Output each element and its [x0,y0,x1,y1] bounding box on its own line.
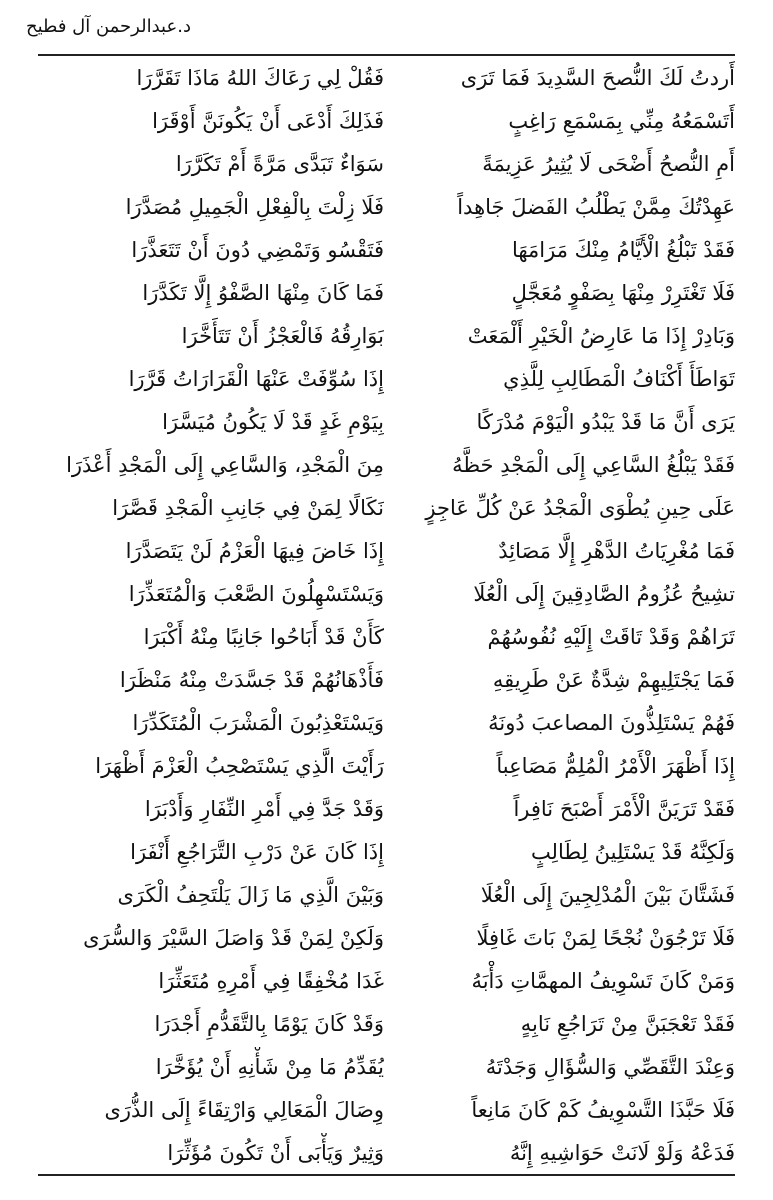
verse-ajuz: إِذَا خَاضَ فِيهَا الْعَزْمُ لَنْ يَتَصَدَّرَا [125,539,384,563]
verse-sadr: عَهِدْتُكَ مِمَّنْ يَطْلُبُ الفَضلَ جَاهِداً [457,195,735,219]
verse-sadr: فَقَدْ يَبْلُغُ السَّاعِي إِلَى الْمَجْدِ حَظَّهُ [452,453,735,477]
verse-row [38,359,735,399]
verse-row [38,1047,735,1087]
verse-ajuz: فَقُلْ لِي رَعَاكَ اللهُ مَاذَا تَقَرَّرَا [136,66,384,90]
verse-sadr: فَمَا يَجْتَلِيهِمْ شِدَّةٌ عَنْ طَرِيقِهِ [492,668,735,692]
verse-row [38,316,735,356]
verse-ajuz: بِيَوْمِ غَدٍ قَدْ لَا يَكُونُ مُيَسَّرَا [162,410,384,434]
verse-ajuz: سَوَاءٌ تَبَدَّى مَرَّةً أَمْ تَكَرَّرَا [175,152,384,176]
verse-sadr: فَهُمْ يَسْتَلِذُّونَ المصاعبَ دُونَهُ [488,711,735,735]
verse-sadr: يَرَى أَنَّ مَا قَدْ يَبْدُو الْيَوْمَ مُدْرَكًا [476,410,735,434]
verse-ajuz: وَيَسْتَسْهِلُونَ الصَّعْبَ وَالْمُتَعَذِّرَا [128,582,384,606]
verse-ajuz: وَيَسْتَعْذِبُونَ الْمَشْرَبَ الْمُتَكَدِّرَا [132,711,384,735]
author-name: د.عبدالرحمن آل فطيح [26,16,191,37]
verse-sadr: فَلَا تَغْتَرِرْ مِنْهَا بِصَفْوٍ مُعَجَّلٍ [511,281,735,305]
verse-row [38,230,735,270]
verse-row [38,187,735,227]
verse-row [38,273,735,313]
verse-ajuz: إِذَا كَانَ عَنْ دَرْبِ التَّرَاجُعِ أَنْفَرَا [130,840,384,864]
verse-sadr: وَبَادِرْ إِذَا مَا عَارِضُ الْخَيْرِ أَلْمَعَتْ [467,324,735,348]
verse-row [38,1090,735,1130]
verse-sadr: فَلَا تَرْجُوَنْ نُجْحًا لِمَنْ بَاتَ غَافِلًا [476,926,735,950]
verse-sadr: فَدَعْهُ وَلَوْ لَانَتْ حَوَاشِيهِ إِنَّهُ [509,1141,735,1165]
verse-ajuz: مِنَ الْمَجْدِ، وَالسَّاعِي إِلَى الْمَجْدِ أَعْذَرَا [66,453,384,477]
verse-sadr: فَقَدْ تَعْجَبَنَّ مِنْ تَرَاجُعِ نَابِهٍ [520,1012,735,1036]
verse-ajuz: فَأَذْهَانُهُمْ قَدْ جَسَّدَتْ مِنْهُ مَنْظَرَا [119,668,384,692]
verse-row [38,832,735,872]
verse-sadr: وَلَكِنَّهُ قَدْ يَسْتَلِينُ لِطَالِبٍ [530,840,735,864]
verse-row [38,445,735,485]
verse-sadr: أَتَسْمَعُهُ مِنِّي بِمَسْمَعِ رَاغِبٍ [508,109,735,133]
verse-row [38,703,735,743]
verse-sadr: عَلَى حِينِ يُطْوَى الْمَجْدُ عَنْ كُلِّ عَاجِزٍ [425,496,735,520]
verse-row [38,144,735,184]
verse-row [38,58,735,98]
verse-ajuz: كَأَنْ قَدْ أَبَاحُوا جَانِبًا مِنْهُ أَكْبَرَا [143,625,384,649]
verse-sadr: وَمَنْ كَانَ تَسْوِيفُ المهمَّاتِ دَأْبَهُ [471,969,735,993]
verse-sadr: تشِيحُ عُزُومُ الصَّادِقِينَ إِلَى الْعُلَا [473,582,735,606]
verse-sadr: تَرَاهُمْ وَقَدْ تَاقَتْ إِلَيْهِ نُفُوسُهُمْ [487,625,735,649]
verse-ajuz: وَبَيْنَ الَّذِي مَا زَالَ يَلْتَحِفُ الْكَرَى [117,883,384,907]
verse-row [38,488,735,528]
verse-sadr: أَمِ النُّصحُ أَضْحَى لَا يُثِيرُ عَزِيمَةً [482,152,735,176]
verse-row [38,660,735,700]
verse-row [38,1133,735,1173]
verse-row [38,574,735,614]
verse-sadr: فَلَا حَبَّذَا التَّسْوِيفُ كَمْ كَانَ مَانِعاً [471,1098,735,1122]
verse-ajuz: غَدَا مُخْفِقًا فِي أَمْرِهِ مُتَعَثِّرَا [158,969,384,993]
verse-ajuz: إِذَا سُوِّفَتْ عَنْهَا الْقَرَارَاتُ قَرَّرَا [128,367,384,391]
verse-ajuz: رَأَيْتَ الَّذِي يَسْتَصْحِبُ الْعَزْمَ أَظْهَرَا [95,754,384,778]
verse-sadr: إِذَا أَظْهَرَ الْأَمْرُ الْمُلِمُّ مَصَاعِباً [496,754,735,778]
verse-ajuz: يُقَدِّمُ مَا مِنْ شَأْنِهِ أَنْ يُؤَخَّرَا [155,1055,384,1079]
verse-row [38,961,735,1001]
verse-ajuz: فَذَلِكَ أَدْعَى أَنْ يَكُونَنَّ أَوْقَرَا [152,109,384,133]
verse-row [38,531,735,571]
verse-ajuz: بَوَارِقُهُ فَالْعَجْزُ أَنْ تَتَأَخَّرَا [181,324,384,348]
verse-ajuz: فَلَا زِلْتَ بِالْفِعْلِ الْجَمِيلِ مُصَدَّرَا [125,195,384,219]
verse-ajuz: فَتَقْسُو وَتَمْضِي دُونَ أَنْ تَتَعَذَّرَا [131,238,384,262]
verse-row [38,617,735,657]
bottom-rule [38,1174,735,1176]
verse-row [38,1004,735,1044]
verse-row [38,789,735,829]
verse-sadr: فَمَا مُغْرِيَاتُ الدَّهْرِ إِلَّا مَصَائِدٌ [498,539,735,563]
verse-row [38,101,735,141]
verse-sadr: فَقَدْ تَرَيَنَّ الْأَمْرَ أَصْبَحَ نَافِراً [513,797,735,821]
verse-sadr: فَشَتَّانَ بَيْنَ الْمُدْلِجِينَ إِلَى الْعُلَا [480,883,735,907]
verse-ajuz: وِصَالَ الْمَعَالِي وَارْتِقَاءً إِلَى الذُّرَى [104,1098,384,1122]
verse-sadr: أَردتُ لَكَ النُّصحَ السَّدِيدَ فَمَا تَرَى [460,66,735,90]
verse-sadr: وَعِنْدَ التَّقَصِّي وَالسُّؤَالِ وَجَدْتَهُ [485,1055,735,1079]
verse-row [38,746,735,786]
verse-row [38,918,735,958]
verse-ajuz: نَكَالًا لِمَنْ فِي جَانِبِ الْمَجْدِ قَصَّرَا [112,496,384,520]
verse-ajuz: وَلَكِنْ لِمَنْ قَدْ وَاصَلَ السَّيْرَ وَالسُّرَى [83,926,384,950]
verse-sadr: تَوَاطَأَ أَكْنَافُ الْمَطَالِبِ لِلَّذِي [503,367,735,391]
verse-ajuz: وَقَدْ كَانَ يَوْمًا بِالتَّقَدُّمِ أَجْدَرَا [154,1012,384,1036]
verse-ajuz: فَمَا كَانَ مِنْهَا الصَّفْوُ إِلَّا تَكَدَّرَا [142,281,384,305]
verse-sadr: فَقَدْ تَبْلُغُ الْأَيَّامُ مِنْكَ مَرَامَهَا [511,238,735,262]
verse-ajuz: وَثِيرٌ وَيَأْبَى أَنْ تَكُونَ مُؤَثِّرَا [167,1141,384,1165]
verse-row [38,402,735,442]
verse-ajuz: وَقَدْ جَدَّ فِي أَمْرِ النِّفَارِ وَأَدْبَرَا [144,797,384,821]
verse-row [38,875,735,915]
poem-body [38,56,735,1174]
